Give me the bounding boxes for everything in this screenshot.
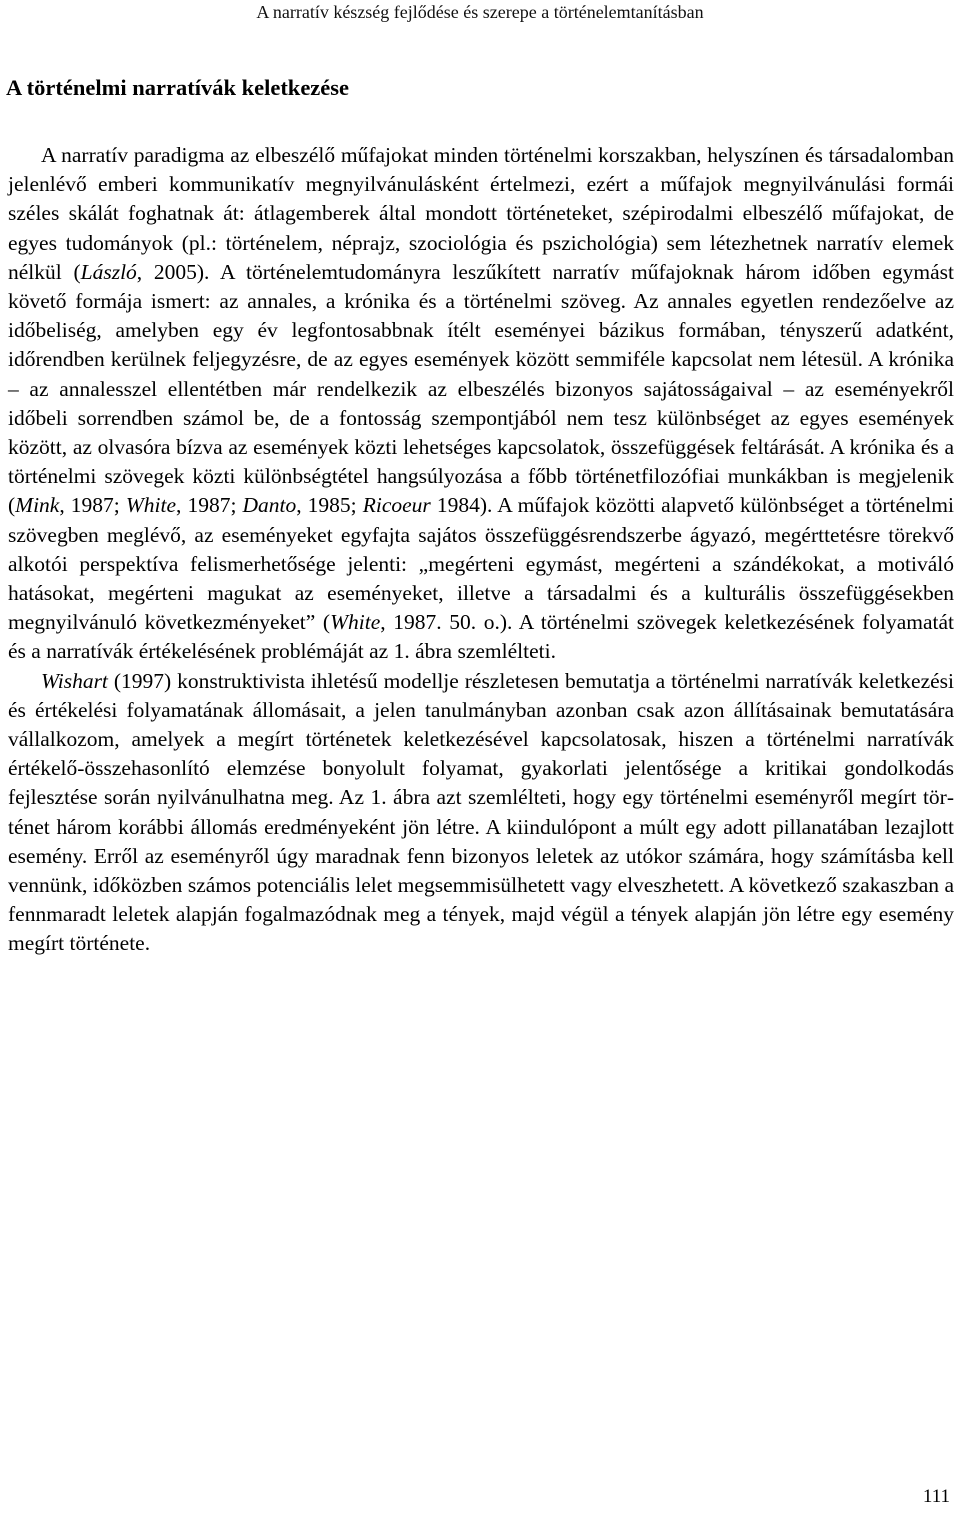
text-run: , 1987. 50. o.). A történelmi szövegek keletkezésének folyamatát és a narratívák értékelésének problémáját az 1. ábra szemlélteti. [8,610,955,664]
text-run: 1984). A műfajok közötti alapvető különbséget a történelmi szövegben meglévő, az eseményeket egyfajta sajátos összefüggésrendszerbe ágyazó, megérttetésre törekvő alkotói perspektíva felismerhetősége jelenti: „megérteni egymást, megérteni a szándékokat, a motiváló hatásokat, megérteni magukat az eseményeket, illetve a társadalmi és a kulturális összefüggésekben megnyilvánuló következményeket” ( [8,493,954,635]
citation-author: László [80,259,137,284]
section-title: A történelmi narratívák keletkezése [6,75,350,100]
paragraph-1 [8,141,954,667]
citation-author: Mink [15,493,60,518]
citation-author: White [330,610,381,635]
citation-author: White [125,493,176,518]
text-run: , 1987; [59,493,126,518]
citation-author: Ricoeur [362,493,431,518]
text-run: , 1987; [176,493,243,518]
page-number: 111 [922,1486,950,1507]
citation-author: Danto [242,493,297,518]
text-run: , 1985; [296,493,363,518]
paragraph-2 [8,667,954,959]
body-text [8,141,954,959]
citation-author: Wishart [41,668,108,693]
text-run: A narratív paradigma az elbeszélő műfajokat minden történelmi korszakban, helyszínen és társadalomban jelenlévő emberi kommunikatív megnyilvánulásként értelmezi, ezért a műfajok megnyilvánulási formái széles skálát foghatnak át: átlagemberek által mondott történeteket, szépirodalmi elbeszélő műfajokat, de egyes tudományok (pl.: történelem, néprajz, szociológia és pszichológia) sem létezhetnek narratív elemek nélkül ( [8,143,954,284]
text-run: (1997) konstruktivista ihletésű modellje részletesen bemutatja a történelmi narratívák keletkezési és értékelési folyamatának állomásait, a jelen tanulmányban azonban csak azon állításainak bemutatására vállalkozom, amelyek a megírt történetek keletkezésével kapcsolatosak, hiszen a történelmi narratívák értékelő-összehasonlító elemzése bonyolult folyamat, gyakorlati jelentősége a kritikai gondolkodás fejlesztése során nyilvánulhatna meg. Az 1. ábra azt szemlélteti, hogy egy történelmi eseményről megírt történet három korábbi állomás eredményeként jön létre. A kiindulópont a múlt egy adott pillanatában lezajlott esemény. Erről az eseményről úgy maradnak fenn bizonyos leletek az utókor számára, hogy számításba kell vennünk, időközben számos potenciális lelet megsemmisülhetett vagy elveszhetett. A következő szakaszban a fennmaradt leletek alapján fogalmazódnak meg a tények, majd végül a tények alapján jön létre egy esemény megírt története. [8,668,954,956]
running-header: A narratív készség fejlődése és szerepe a történelemtanításban [256,2,704,22]
text-run: , 2005). A történelemtudományra leszűkített narratív műfajoknak három időben egymást követő formája ismert: az annales, a krónika és a történelmi szöveg. Az annales egyetlen rendezőelve az időbeliség, amelyben egy év legfontosabbnak ítélt eseményei bázikus formában, tényszerű adatként, időrendben kerülnek feljegyzésre, de az egyes események között semmiféle kapcsolat nem létesül. A krónika – az annalesszel ellentétben már rendelkezik az elbeszélés bizonyos sajátosságaival – az eseményekről időbeli sorrendben számol be, de a fontosság szempontjából nem tesz különbséget az egyes események között, az olvasóra bízva az események közti lehetséges kapcsolatok, összefüggések feltárását. A krónika és a történelmi szövegek közti különbségtétel hangsúlyozása a főbb történetfilozófiai munkákban is megjelenik ( [8,259,954,518]
